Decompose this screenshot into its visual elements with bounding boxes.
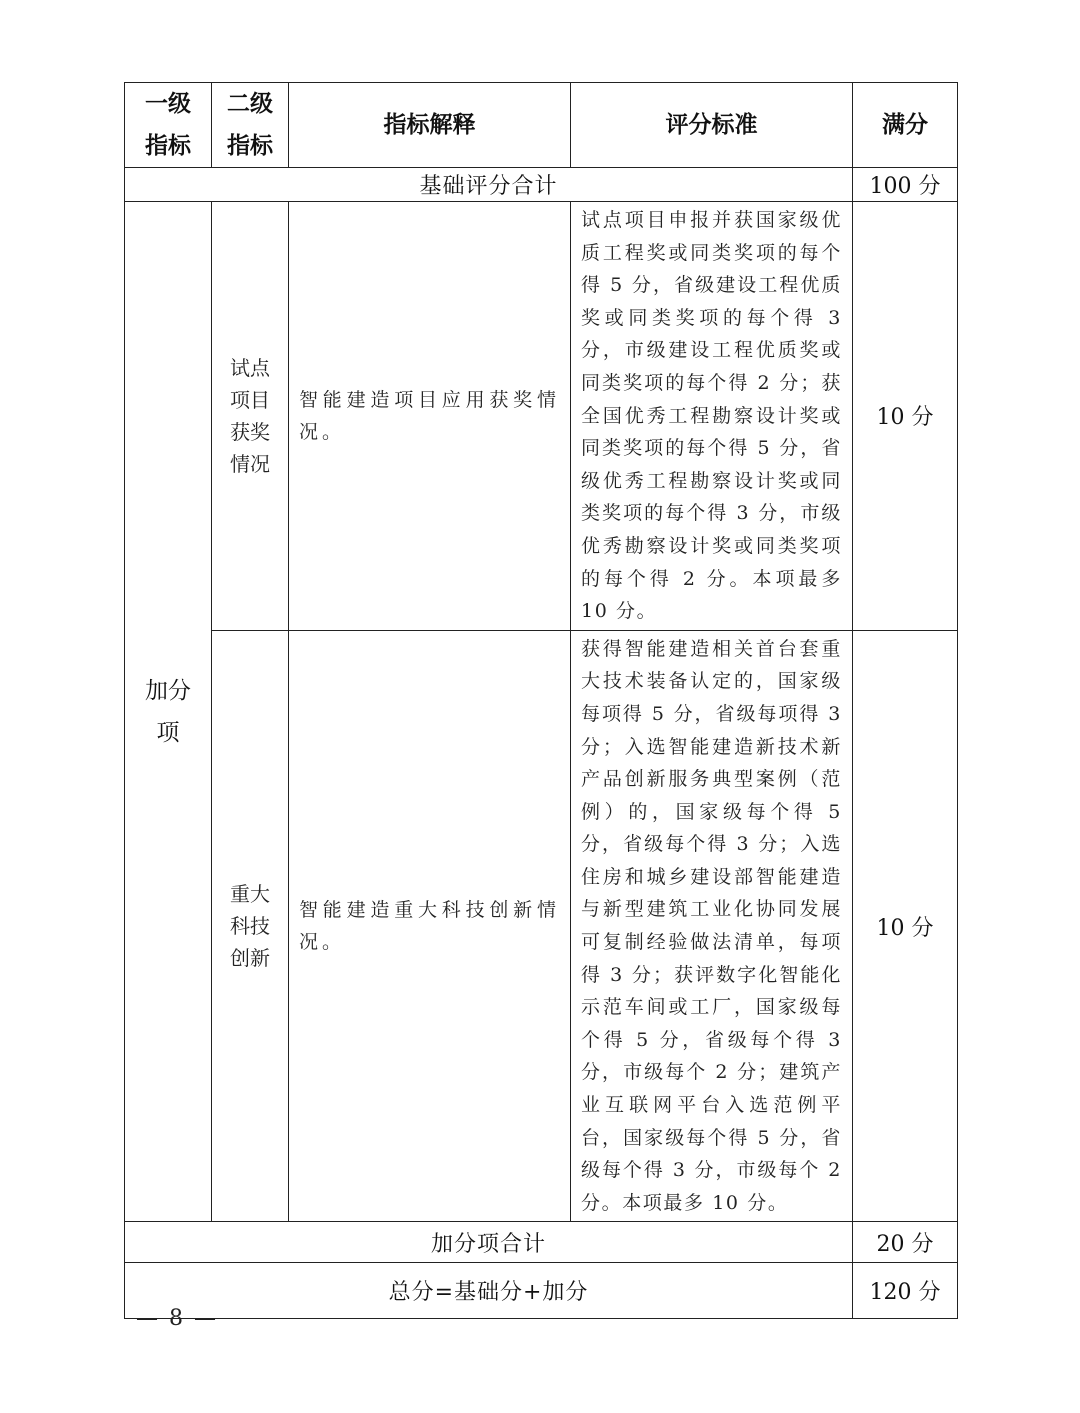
bonus-category: 加分项 <box>125 202 212 1222</box>
bonus-total-label: 加分项合计 <box>125 1222 853 1263</box>
header-full-score: 满分 <box>853 83 958 168</box>
bonus-total-row <box>125 1222 958 1263</box>
header-level2: 二级指标 <box>212 83 289 168</box>
full-score: 10 分 <box>853 202 958 631</box>
scoring-criteria: 试点项目申报并获国家级优质工程奖或同类奖项的每个得 5 分，省级建设工程优质奖或同类奖项的每个得 3 分，市级建设工程优质奖或同类奖项的每个得 2 分；获全国优秀工程勘察设计奖或同类奖项的每个得 5 分，省级优秀工程勘察设计奖或同类奖项的每个得 3 分，市级优秀勘察设计奖或同类奖项的每个得 2 分。本项最多 10 分。 <box>571 202 853 631</box>
sub-indicator: 试点项目获奖情况 <box>212 202 289 631</box>
scoring-criteria: 获得智能建造相关首台套重大技术装备认定的，国家级每项得 5 分，省级每项得 3 分；入选智能建造新技术新产品创新服务典型案例（范例）的，国家级每个得 5 分，省级每个得 3 分；入选住房和城乡建设部智能建造与新型建筑工业化协同发展可复制经验做法清单，每项得 3 分；获评数字化智能化示范车间或工厂，国家级每个得 5 分，省级每个得 3 分，市级每个 2 分；建筑产业互联网平台入选范例平台，国家级每个得 5 分，省级每个得 3 分，市级每个 2 分。本项最多 10 分。 <box>571 630 853 1222</box>
grand-total-label: 总分=基础分+加分 <box>125 1263 853 1319</box>
base-total-row <box>125 168 958 202</box>
bonus-total-score: 20 分 <box>853 1222 958 1263</box>
scoring-table <box>124 82 958 1319</box>
header-criteria: 评分标准 <box>571 83 853 168</box>
grand-total-row <box>125 1263 958 1319</box>
table-row <box>125 202 958 631</box>
indicator-explanation: 智能建造重大科技创新情况。 <box>289 630 571 1222</box>
full-score: 10 分 <box>853 630 958 1222</box>
sub-indicator: 重大科技创新 <box>212 630 289 1222</box>
indicator-explanation: 智能建造项目应用获奖情况。 <box>289 202 571 631</box>
header-level1: 一级指标 <box>125 83 212 168</box>
scoring-table-container <box>124 82 957 1306</box>
grand-total-score: 120 分 <box>853 1263 958 1319</box>
header-explanation: 指标解释 <box>289 83 571 168</box>
base-total-label: 基础评分合计 <box>125 168 853 202</box>
header-row <box>125 83 958 168</box>
page-number: — 8 — <box>136 1306 218 1331</box>
base-total-score: 100 分 <box>853 168 958 202</box>
table-row <box>125 630 958 1222</box>
